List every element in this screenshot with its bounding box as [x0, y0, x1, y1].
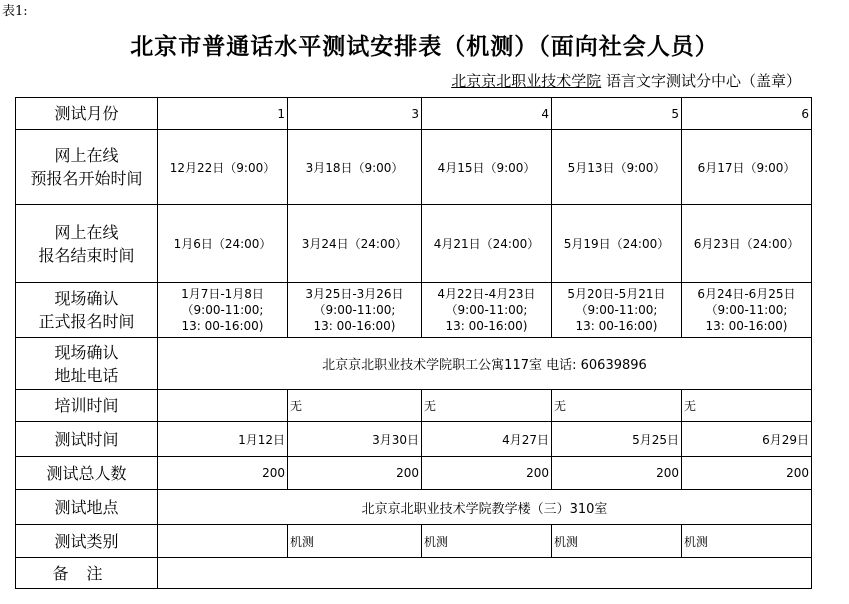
cell-month: 3 [288, 98, 422, 130]
row-header-training: 培训时间 [16, 390, 158, 422]
cell-category: 机测 [682, 525, 812, 558]
table-row [16, 205, 812, 283]
cell-reg-end: 3月24日（24:00） [288, 205, 422, 283]
header-line: 预报名开始时间 [30, 169, 143, 188]
header-line: 正式报名时间 [38, 312, 135, 331]
cell-line: 13: 00-16:00) [181, 319, 264, 333]
cell-total: 200 [158, 457, 288, 490]
cell-month: 6 [682, 98, 812, 130]
header-line: 地址电话 [54, 365, 119, 385]
cell-reg-end: 5月19日（24:00） [552, 205, 682, 283]
cell-test-time: 4月27日 [422, 422, 552, 457]
table-row [16, 457, 812, 490]
organization-suffix: 语言文字测试分中心（盖章） [601, 72, 801, 90]
header-line: 报名结束时间 [38, 245, 135, 265]
cell-confirm [158, 283, 288, 338]
header-line: 现场确认 [54, 289, 119, 308]
cell-category [158, 525, 288, 558]
row-header-reg-end [16, 205, 158, 283]
row-header-total: 测试总人数 [16, 457, 158, 490]
cell-training: 无 [422, 390, 552, 422]
cell-total: 200 [552, 457, 682, 490]
cell-reg-start: 3月18日（9:00） [288, 130, 422, 205]
schedule-table [15, 97, 812, 589]
row-header-confirm [16, 283, 158, 338]
table-row [16, 390, 812, 422]
cell-line: 13: 00-16:00) [445, 319, 528, 333]
cell-test-time: 1月12日 [158, 422, 288, 457]
cell-line: （9:00-11:00; [313, 303, 396, 317]
cell-line: （9:00-11:00; [575, 303, 658, 317]
cell-location: 北京京北职业技术学院教学楼（三）310室 [158, 490, 812, 525]
cell-total: 200 [288, 457, 422, 490]
cell-confirm [422, 283, 552, 338]
cell-address: 北京京北职业技术学院职工公寓117室 电话: 60639896 [158, 338, 812, 390]
cell-reg-start: 4月15日（9:00） [422, 130, 552, 205]
table-row [16, 422, 812, 457]
cell-month: 5 [552, 98, 682, 130]
cell-line: 4月22日-4月23日 [437, 287, 536, 301]
table-row [16, 283, 812, 338]
cell-category: 机测 [552, 525, 682, 558]
table-row [16, 490, 812, 525]
cell-reg-end: 1月6日（24:00） [158, 205, 288, 283]
page-title: 北京市普通话水平测试安排表（机测）（面向社会人员） [130, 34, 719, 60]
cell-training: 无 [682, 390, 812, 422]
cell-training: 无 [552, 390, 682, 422]
cell-test-time: 5月25日 [552, 422, 682, 457]
cell-category: 机测 [288, 525, 422, 558]
cell-training: 无 [288, 390, 422, 422]
cell-test-time: 3月30日 [288, 422, 422, 457]
cell-month: 1 [158, 98, 288, 130]
row-header-notes [16, 558, 158, 589]
row-header-address [16, 338, 158, 390]
header-line: 网上在线 [54, 222, 119, 242]
cell-reg-start: 12月22日（9:00） [158, 130, 288, 205]
header-line: 现场确认 [54, 342, 119, 362]
header-line: 网上在线 [54, 146, 119, 165]
cell-category: 机测 [422, 525, 552, 558]
cell-line: 5月20日-5月21日 [567, 287, 666, 301]
organization-line [451, 70, 801, 91]
cell-test-time: 6月29日 [682, 422, 812, 457]
cell-line: 13: 00-16:00) [575, 319, 658, 333]
row-header-test-time: 测试时间 [16, 422, 158, 457]
organization-name: 北京京北职业技术学院 [451, 72, 602, 90]
cell-confirm [288, 283, 422, 338]
table-row [16, 558, 812, 589]
cell-line: （9:00-11:00; [181, 303, 264, 317]
cell-line: 13: 00-16:00) [705, 319, 788, 333]
cell-reg-end: 6月23日（24:00） [682, 205, 812, 283]
cell-line: 3月25日-3月26日 [305, 287, 404, 301]
row-header-category: 测试类别 [16, 525, 158, 558]
cell-reg-end: 4月21日（24:00） [422, 205, 552, 283]
row-header-month: 测试月份 [16, 98, 158, 130]
cell-month: 4 [422, 98, 552, 130]
cell-line: 6月24日-6月25日 [697, 287, 796, 301]
cell-confirm [552, 283, 682, 338]
table-row [16, 98, 812, 130]
cell-total: 200 [682, 457, 812, 490]
table-row [16, 525, 812, 558]
cell-reg-start: 5月13日（9:00） [552, 130, 682, 205]
cell-total: 200 [422, 457, 552, 490]
cell-line: （9:00-11:00; [445, 303, 528, 317]
row-header-reg-start [16, 130, 158, 205]
table-row [16, 130, 812, 205]
row-header-location: 测试地点 [16, 490, 158, 525]
cell-line: 13: 00-16:00) [313, 319, 396, 333]
cell-notes [158, 558, 812, 589]
cell-training [158, 390, 288, 422]
cell-line: 1月7日-1月8日 [181, 287, 264, 301]
header-text: 备注 [52, 563, 121, 583]
cell-line: （9:00-11:00; [705, 303, 788, 317]
table-row [16, 338, 812, 390]
table-label: 表1: [2, 4, 28, 19]
cell-confirm [682, 283, 812, 338]
cell-reg-start: 6月17日（9:00） [682, 130, 812, 205]
